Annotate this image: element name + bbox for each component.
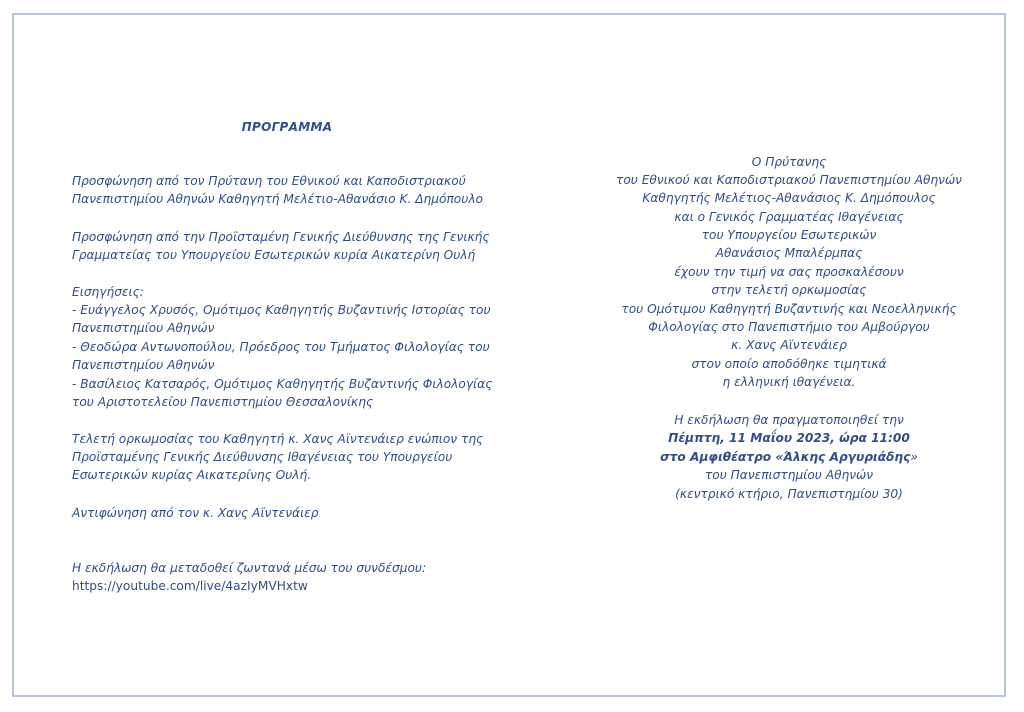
invitation-line-9: του Ομότιμου Καθηγητή Βυζαντινής και Νεοελληνικής <box>621 302 957 316</box>
ceremony-line-2: Προϊσταμένης Γενικής Διεύθυνσης Ιθαγένειας του Υπουργείου <box>72 450 453 464</box>
welcome-rector-line-1: Προσφώνηση από τον Πρύτανη του Εθνικού και Καποδιστριακού <box>72 174 466 188</box>
invitation-line-5: του Υπουργείου Εσωτερικών <box>701 228 877 242</box>
welcome-director-line-1: Προσφώνηση από την Προϊσταμένη Γενικής Διεύθυνσης της Γενικής <box>72 230 490 244</box>
invitation-line-8: στην τελετή ορκωμοσίας <box>711 283 867 297</box>
venue-name: Άλκης Αργυριάδης <box>783 450 911 464</box>
event-venue <box>598 448 980 466</box>
program-title: ΠΡΟΓΡΑΜΜΑ <box>241 120 333 134</box>
speaker-line-5: - Βασίλειος Κατσαρός, Ομότιμος Καθηγητής Βυζαντινής Φιλολογίας <box>72 377 493 391</box>
speaker-line-1: - Ευάγγελος Χρυσός, Ομότιμος Καθηγητής Βυζαντινής Ιστορίας του <box>72 303 491 317</box>
invitation-line-3: Καθηγητής Μελέτιος-Αθανάσιος Κ. Δημόπουλος <box>642 191 936 205</box>
invitation-line-7: έχουν την τιμή να σας προσκαλέσουν <box>674 265 904 279</box>
invitation-line-6: Αθανάσιος Μπαλέρμπας <box>715 246 863 260</box>
invitation-line-10: Φιλολογίας στο Πανεπιστήμιο του Αμβούργου <box>648 320 930 334</box>
invitation-line-2: του Εθνικού και Καποδιστριακού Πανεπιστημίου Αθηνών <box>616 173 962 187</box>
event-intro: Η εκδήλωση θα πραγματοποιηθεί την <box>674 413 904 427</box>
invitation-line-11: κ. Χανς Αϊντενάιερ <box>731 338 847 352</box>
event-university: του Πανεπιστημίου Αθηνών <box>704 468 874 482</box>
invitation-line-4: και ο Γενικός Γραμματέας Ιθαγένειας <box>674 210 904 224</box>
event-address: (κεντρικό κτήριο, Πανεπιστημίου 30) <box>675 487 903 501</box>
event-date: Πέμπτη, 11 Μαΐου 2023, ώρα 11:00 <box>668 431 910 445</box>
ceremony-line-1: Τελετή ορκωμοσίας του Καθηγητή κ. Χανς Αϊντενάιερ ενώπιον της <box>72 432 484 446</box>
reply-line: Αντιφώνηση από τον κ. Χανς Αϊντενάιερ <box>72 506 319 520</box>
venue-prefix: στο Αμφιθέατρο « <box>660 450 784 464</box>
welcome-rector-line-2: Πανεπιστημίου Αθηνών Καθηγητή Μελέτιο-Αθανάσιο Κ. Δημόπουλο <box>72 192 483 206</box>
livestream-note: Η εκδήλωση θα μεταδοθεί ζωντανά μέσω του συνδέσμου: <box>72 561 427 575</box>
invitation-line-12: στον οποίο αποδόθηκε τιμητικά <box>691 357 887 371</box>
speaker-line-2: Πανεπιστημίου Αθηνών <box>72 321 215 335</box>
invitation-line-1: Ο Πρύτανης <box>751 155 827 169</box>
speaker-line-4: Πανεπιστημίου Αθηνών <box>72 358 215 372</box>
venue-suffix: » <box>910 450 918 464</box>
welcome-director-line-2: Γραμματείας του Υπουργείου Εσωτερικών κυρία Αικατερίνη Ουλή <box>72 248 476 262</box>
speaker-line-6: του Αριστοτελείου Πανεπιστημίου Θεσσαλονίκης <box>72 395 374 409</box>
speakers-heading: Εισηγήσεις: <box>72 285 144 299</box>
invitation-line-13: η ελληνική ιθαγένεια. <box>722 375 856 389</box>
livestream-link[interactable]: https://youtube.com/live/4azIyMVHxtw <box>72 579 308 593</box>
ceremony-line-3: Εσωτερικών κυρίας Αικατερίνης Ουλή. <box>72 468 312 482</box>
speaker-line-3: - Θεοδώρα Αντωνοπούλου, Πρόεδρος του Τμήματος Φιλολογίας του <box>72 340 490 354</box>
